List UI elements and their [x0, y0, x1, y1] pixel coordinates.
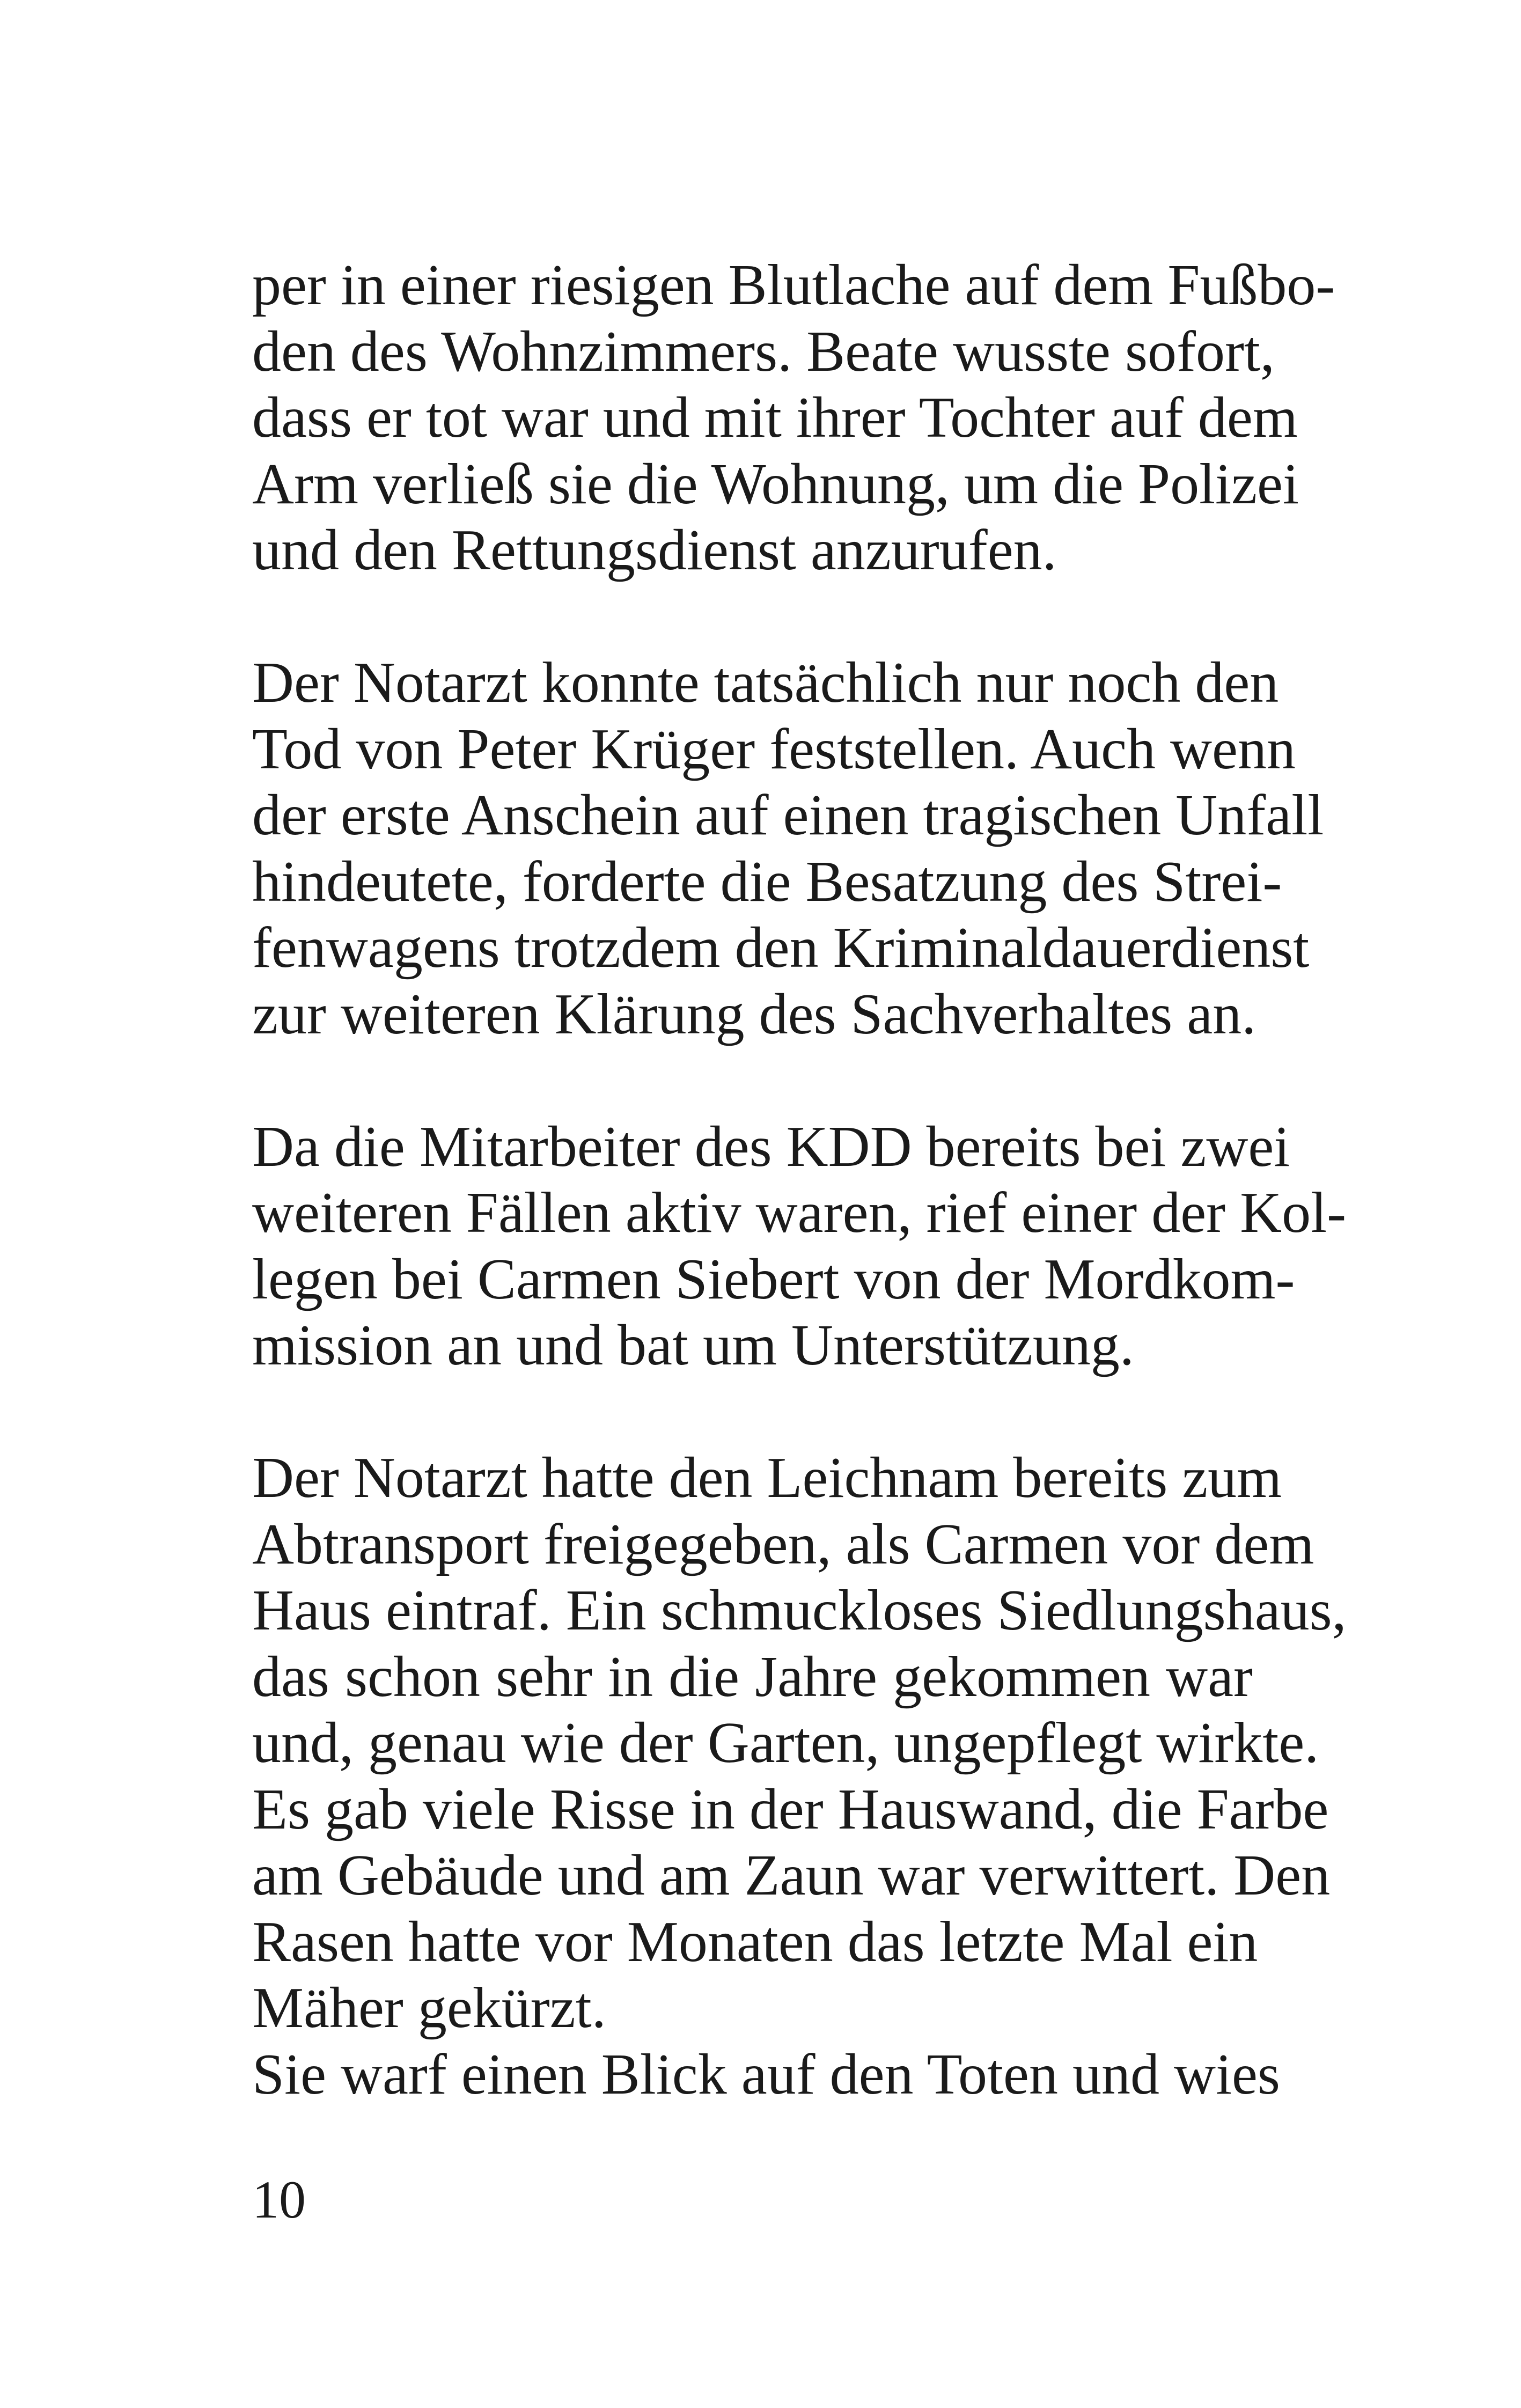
text-line: Tod von Peter Krüger feststellen. Auch wenn — [252, 717, 1296, 781]
text-line: Da die Mitarbeiter des KDD bereits bei zwei — [252, 1114, 1290, 1179]
text-line: Abtransport freigegeben, als Carmen vor dem — [252, 1512, 1314, 1576]
text-line: am Gebäude und am Zaun war verwittert. Den — [252, 1844, 1331, 1907]
text-line: und, genau wie der Garten, ungepflegt wirkte. — [252, 1711, 1319, 1775]
paragraph-gap — [252, 1047, 1253, 1114]
text-line: weiteren Fällen aktiv waren, rief einer der Kol- — [252, 1181, 1347, 1245]
page-number: 10 — [252, 2170, 306, 2229]
text-line: Rasen hatte vor Monaten das letzte Mal ein — [252, 1910, 1258, 1974]
text-line: dass er tot war und mit ihrer Tochter auf dem — [252, 386, 1298, 450]
text-line: Arm verließ sie die Wohnung, um die Polizei — [252, 452, 1299, 516]
text-line: Der Notarzt hatte den Leichnam bereits zum — [252, 1446, 1282, 1510]
text-line: Sie warf einen Blick auf den Toten und wies — [252, 2042, 1280, 2106]
text-line: und den Rettungsdienst anzurufen. — [252, 518, 1057, 582]
text-line: hindeutete, forderte die Besatzung des Strei- — [252, 849, 1282, 914]
text-line: mission an und bat um Unterstützung. — [252, 1313, 1134, 1377]
text-line: Der Notarzt konnte tatsächlich nur noch den — [252, 651, 1279, 715]
text-line: das schon sehr in die Jahre gekommen war — [252, 1645, 1253, 1709]
text-line: per in einer riesigen Blutlache auf dem Fußbo- — [252, 253, 1335, 317]
text-line: den des Wohnzimmers. Beate wusste sofort, — [252, 319, 1275, 384]
text-line: Haus eintraf. Ein schmuckloses Siedlungshaus, — [252, 1579, 1347, 1642]
body-text — [252, 252, 1347, 2108]
text-line: zur weiteren Klärung des Sachverhaltes an. — [252, 982, 1257, 1046]
text-line: Mäher gekürzt. — [252, 1976, 606, 2040]
text-line: legen bei Carmen Siebert von der Mordkom- — [252, 1247, 1295, 1311]
text-line: Es gab viele Risse in der Hauswand, die Farbe — [252, 1777, 1329, 1841]
paragraph-gap — [252, 584, 1253, 650]
text-line: fenwagens trotzdem den Kriminaldauerdienst — [252, 916, 1310, 980]
text-line: der erste Anschein auf einen tragischen Unfall — [252, 783, 1324, 847]
paragraph-gap — [252, 1379, 1253, 1445]
